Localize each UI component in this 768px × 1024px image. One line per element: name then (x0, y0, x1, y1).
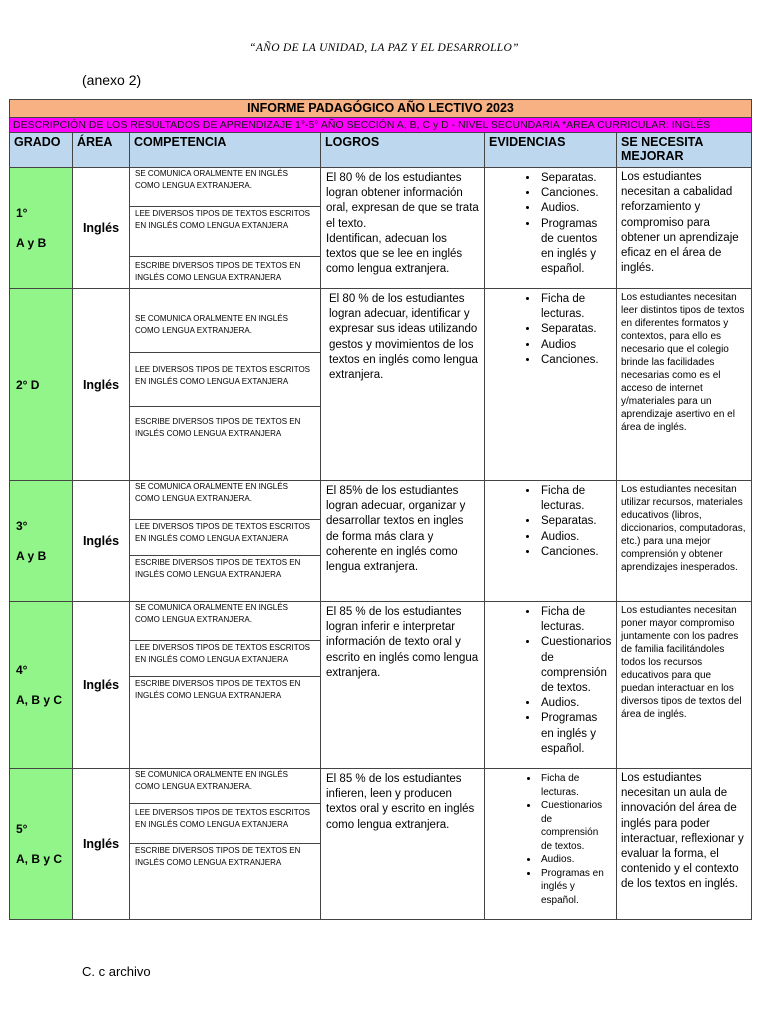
competencia-cell (130, 289, 321, 481)
table-row (10, 481, 752, 602)
divider (130, 843, 320, 844)
competencia-item: ESCRIBE DIVERSOS TIPOS DE TEXTOS EN INGLÉS COMO LENGUA EXTRANJERA (135, 261, 301, 282)
competencia-item: SE COMUNICA ORALMENTE EN INGLÉS COMO LENGUA EXTRANJERA. (135, 770, 288, 791)
grade-number: 1° (16, 206, 28, 220)
grade-sections: A y B (16, 549, 47, 563)
competencia-item: LEE DIVERSOS TIPOS DE TEXTOS ESCRITOS EN INGLÉS COMO LENGUA EXTANJERA (135, 522, 311, 543)
competencia-item: ESCRIBE DIVERSOS TIPOS DE TEXTOS EN INGLÉS COMO LENGUA EXTRANJERA (135, 417, 301, 438)
list-item: • Audios. (539, 696, 612, 711)
competencia-item: ESCRIBE DIVERSOS TIPOS DE TEXTOS EN INGLÉS COMO LENGUA EXTRANJERA (135, 846, 301, 867)
grade-sections: A, B y C (16, 852, 63, 866)
competencia-item: LEE DIVERSOS TIPOS DE TEXTOS ESCRITOS EN INGLÉS COMO LENGUA EXTANJERA (135, 209, 311, 230)
list-item: • Audios. (539, 201, 612, 216)
table-header-row (10, 133, 752, 168)
list-item: • Cuestionarios de comprensión de textos. (539, 799, 612, 853)
area-cell: Inglés (73, 481, 130, 602)
area-cell: Inglés (73, 289, 130, 481)
table-row (10, 289, 752, 481)
mejorar-cell: Los estudiantes necesitan utilizar recursos, materiales educativos (libros, diccionarios, computadoras, etc.) para una mejor comprensión y obtener aprendizajes inesperados. (617, 481, 752, 602)
list-item: • Ficha de lecturas. (539, 605, 612, 635)
evidencias-list (489, 772, 612, 907)
list-item: • Audios. (539, 530, 612, 545)
competencia-item: LEE DIVERSOS TIPOS DE TEXTOS ESCRITOS EN INGLÉS COMO LENGUA EXTANJERA (135, 808, 311, 829)
divider (130, 676, 320, 677)
competencia-cell (130, 602, 321, 769)
competencia-item: SE COMUNICA ORALMENTE EN INGLÉS COMO LENGUA EXTRANJERA. (135, 314, 288, 335)
header-evidencias: EVIDENCIAS (485, 133, 617, 168)
grade-cell (10, 481, 73, 602)
report-title: INFORME PADAGÓGICO AÑO LECTIVO 2023 (10, 100, 752, 118)
list-item: • Cuestionarios de comprensión de textos. (539, 635, 612, 696)
grade-cell (10, 769, 73, 920)
logros-cell: El 85% de los estudiantes logran adecuar, organizar y desarrollar textos en ingles de forma más clara y coherente en inglés como lengua extranjera. (321, 481, 485, 602)
evidencias-cell (485, 289, 617, 481)
grade-cell (10, 289, 73, 481)
list-item: • Audios. (539, 853, 612, 867)
grade-number: 4° (16, 663, 28, 677)
evidencias-list (489, 605, 612, 757)
grade-number: 5° (16, 822, 28, 836)
footer-note: C. c archivo (82, 964, 151, 979)
header-competencia: COMPETENCIA (130, 133, 321, 168)
competencia-item: ESCRIBE DIVERSOS TIPOS DE TEXTOS EN INGLÉS COMO LENGUA EXTRANJERA (135, 558, 301, 579)
logros-cell: El 85 % de los estudiantes infieren, leen y producen textos oral y escrito en inglés como lengua extranjera. (321, 769, 485, 920)
competencia-cell (130, 481, 321, 602)
table-row (10, 602, 752, 769)
evidencias-cell (485, 168, 617, 289)
table-row (10, 168, 752, 289)
list-item: • Programas en inglés y español. (539, 867, 612, 908)
list-item: • Canciones. (539, 353, 612, 368)
divider (130, 206, 320, 207)
grade-number: 3° (16, 519, 28, 533)
annex-label: (anexo 2) (82, 72, 142, 88)
area-cell: Inglés (73, 769, 130, 920)
motto-heading: “AÑO DE LA UNIDAD, LA PAZ Y EL DESARROLLO” (249, 42, 519, 54)
grade-cell (10, 168, 73, 289)
list-item: • Separatas. (539, 171, 612, 186)
table-row (10, 769, 752, 920)
list-item: • Ficha de lecturas. (539, 484, 612, 514)
competencia-item: LEE DIVERSOS TIPOS DE TEXTOS ESCRITOS EN INGLÉS COMO LENGUA EXTANJERA (135, 365, 311, 386)
divider (130, 352, 320, 353)
logros-cell: El 80 % de los estudiantes logran adecuar, identificar y expresar sus ideas utilizando gestos y movimientos de los textos en inglés como lengua extranjera. (321, 289, 485, 481)
mejorar-cell: Los estudiantes necesitan un aula de innovación del área de inglés para poder interactuar, reflexionar y evaluar la forma, el contenido y el contexto de los textos en inglés. (617, 769, 752, 920)
grade-cell (10, 602, 73, 769)
mejorar-cell: Los estudiantes necesitan a cabalidad reforzamiento y compromiso para obtener un aprendizaje eficaz en el área de inglés. (617, 168, 752, 289)
report-table (9, 99, 752, 920)
divider (130, 519, 320, 520)
evidencias-list (489, 484, 612, 560)
divider (130, 555, 320, 556)
list-item: • Separatas. (539, 514, 612, 529)
competencia-item: LEE DIVERSOS TIPOS DE TEXTOS ESCRITOS EN INGLÉS COMO LENGUA EXTANJERA (135, 643, 311, 664)
list-item: • Ficha de lecturas. (539, 292, 612, 322)
list-item: • Programas de cuentos en inglés y español. (539, 217, 612, 278)
list-item: • Separatas. (539, 322, 612, 337)
area-cell: Inglés (73, 602, 130, 769)
list-item: • Ficha de lecturas. (539, 772, 612, 799)
evidencias-list (489, 292, 612, 368)
area-cell: Inglés (73, 168, 130, 289)
competencia-item: SE COMUNICA ORALMENTE EN INGLÉS COMO LENGUA EXTRANJERA. (135, 482, 288, 503)
competencia-item: ESCRIBE DIVERSOS TIPOS DE TEXTOS EN INGLÉS COMO LENGUA EXTRANJERA (135, 679, 301, 700)
header-area: ÁREA (73, 133, 130, 168)
evidencias-list (489, 171, 612, 277)
list-item: • Programas en inglés y español. (539, 711, 612, 757)
logros-cell: El 80 % de los estudiantes logran obtener información oral, expresan de que se trata el texto. Identifican, adecuan los textos que se lee en inglés como lengua extranjera. (321, 168, 485, 289)
divider (130, 256, 320, 257)
grade-sections: A, B y C (16, 693, 63, 707)
competencia-cell (130, 769, 321, 920)
list-item: • Audios (539, 338, 612, 353)
report-description: DESCRIPCIÓN DE LOS RESULTADOS DE APRENDIZAJE 1°-5° AÑO SECCIÓN A, B, C y D - NIVEL SECUNDARIA *AREA CURRICULAR: INGLÉS (10, 118, 752, 133)
competencia-item: SE COMUNICA ORALMENTE EN INGLÉS COMO LENGUA EXTRANJERA. (135, 603, 288, 624)
divider (130, 803, 320, 804)
logros-cell: El 85 % de los estudiantes logran inferir e interpretar información de texto oral y escrito en inglés como lengua extranjera. (321, 602, 485, 769)
evidencias-cell (485, 481, 617, 602)
header-se-necesita-mejorar: SE NECESITA MEJORAR (617, 133, 752, 168)
competencia-item: SE COMUNICA ORALMENTE EN INGLÉS COMO LENGUA EXTRANJERA. (135, 169, 288, 190)
mejorar-cell: Los estudiantes necesitan leer distintos tipos de textos en diferentes formatos y contextos, para ello es necesario que el colegio brinde las facilidades necesarias como es el acceso de internet y/materiales para un aprendizaje asertivo en el área de inglés. (617, 289, 752, 481)
list-item: • Canciones. (539, 186, 612, 201)
mejorar-cell: Los estudiantes necesitan poner mayor compromiso juntamente con los padres de familia facilitándoles todos los recursos educativos para que puedan interactuar en los diversos tipos de textos del área de inglés. (617, 602, 752, 769)
divider (130, 640, 320, 641)
competencia-cell (130, 168, 321, 289)
header-logros: LOGROS (321, 133, 485, 168)
grade-sections: A y B (16, 236, 47, 250)
list-item: • Canciones. (539, 545, 612, 560)
evidencias-cell (485, 769, 617, 920)
divider (130, 406, 320, 407)
evidencias-cell (485, 602, 617, 769)
header-grado: GRADO (10, 133, 73, 168)
grade-number: 2° D (16, 377, 40, 392)
